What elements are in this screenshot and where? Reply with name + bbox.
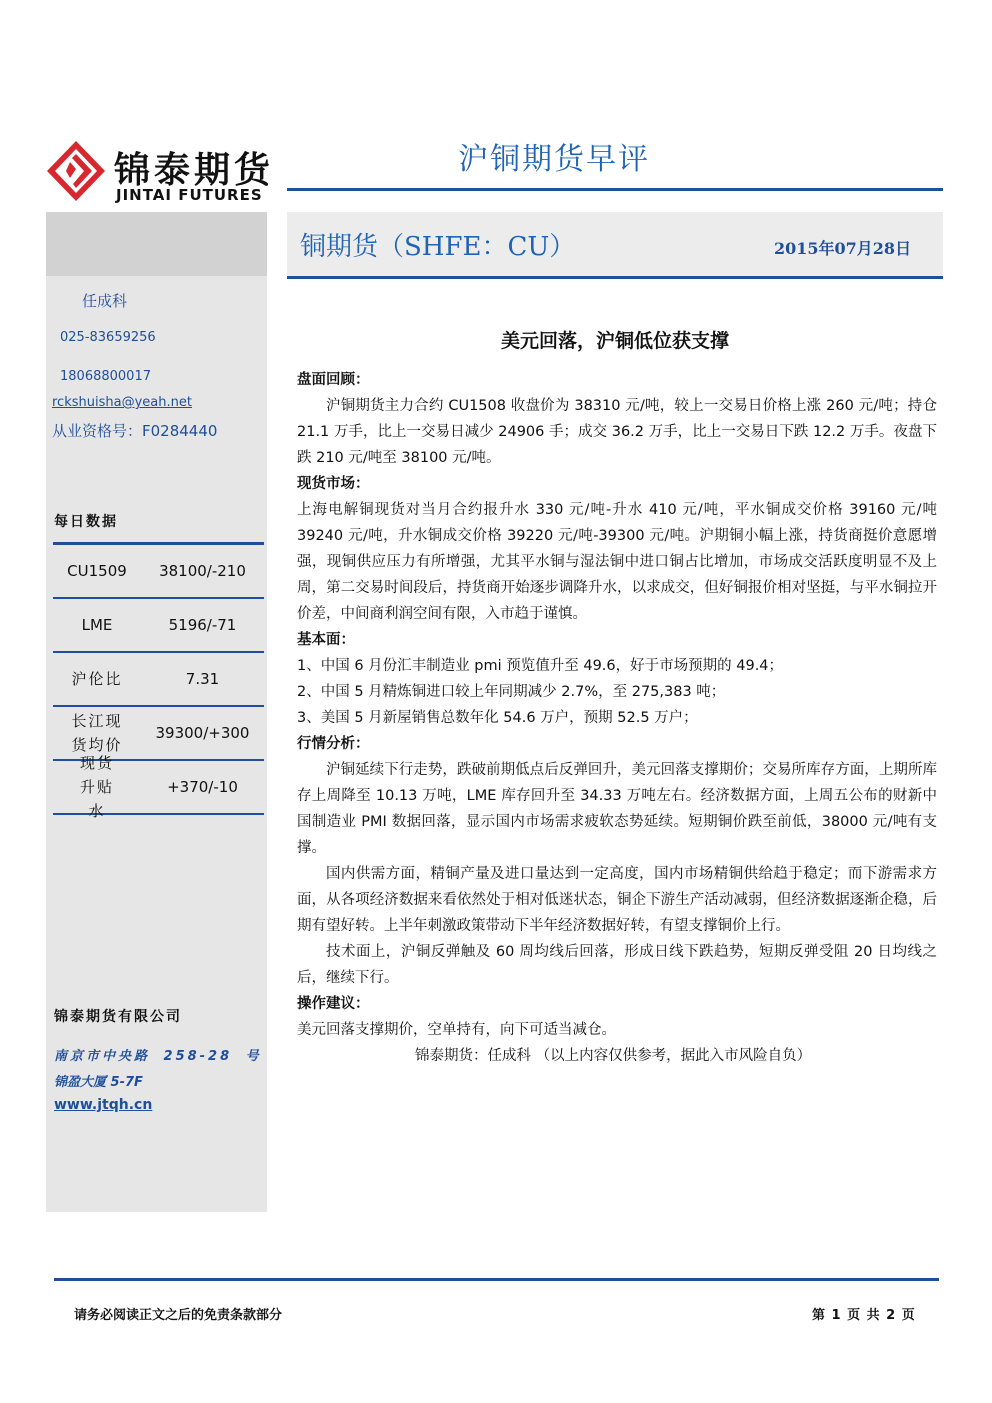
table-row [53, 597, 264, 651]
product-name: 铜期货（SHFE：CU） [300, 232, 576, 262]
review-paragraph: 沪铜期货主力合约 CU1508 收盘价为 38310 元/吨，较上一交易日价格上涨 260 元/吨；持仓 21.1 万手，比上一交易日减少 24906 手；成交 36.2 万手，比上一交易日下跌 12.2 万手。夜盘下跌 210 元/吨至 38100 元/吨。 [297, 398, 937, 466]
data-value: 38100/-210 [159, 562, 246, 580]
data-value: +370/-10 [167, 778, 238, 796]
data-value: 5196/-71 [168, 616, 237, 634]
analyst-license: 从业资格号：F0284440 [52, 422, 218, 440]
table-row [53, 542, 264, 597]
data-key: 长江现货均价 [71, 712, 123, 754]
jintai-logo-icon [46, 140, 106, 202]
analyst-email-link[interactable]: rckshuisha@yeah.net [52, 395, 192, 410]
advice-paragraph: 美元回落支撑期价，空单持有，向下可适当减仓。 [297, 1022, 616, 1038]
spot-paragraph: 上海电解铜现货对当月合约报升水 330 元/吨-升水 410 元/吨，平水铜成交价格 39160 元/吨 39240 元/吨，升水铜成交价格 39220 元/吨-39300 元/吨。沪期铜小幅上涨，持货商挺价意愿增强，现铜供应压力有所增强，尤其平水铜与湿法铜中进口铜占比增加，市场成交活跃度明显不及上周，第二交易时间段后，持货商开始逐步调降升水，以求成交，但好铜报价相对坚挺，与平水铜拉开价差，中间商利润空间有限，入市趋于谨慎。 [297, 502, 937, 622]
fundamental-item: 2、中国 5 月精炼铜进口较上年同期减少 2.7%，至 275,383 吨； [297, 684, 726, 700]
company-website-link[interactable]: www.jtqh.cn [54, 1097, 153, 1113]
logo-name-en: JINTAI FUTURES [116, 186, 263, 204]
data-value: 39300/+300 [155, 724, 250, 742]
daily-data-heading: 每日数据 [54, 514, 118, 530]
section-title-advice: 操作建议： [297, 996, 370, 1012]
logo-name-cn: 锦泰期货 [114, 149, 275, 191]
section-title-analysis: 行情分析： [297, 736, 370, 752]
section-title-review: 盘面回顾： [297, 372, 370, 388]
report-headline: 美元回落，沪铜低位获支撑 [500, 330, 729, 352]
footer-divider [54, 1278, 939, 1281]
fundamental-item: 1、中国 6 月份汇丰制造业 pmi 预览值升至 49.6，好于市场预期的 49.4； [297, 658, 784, 674]
report-title: 沪铜期货早评 [458, 142, 650, 177]
signature-line: 锦泰期货：任成科 （以上内容仅供参考，据此入市风险自负） [415, 1048, 812, 1064]
analyst-phone-mobile: 18068800017 [60, 369, 151, 384]
data-key: LME [81, 616, 113, 634]
page-number: 第 1 页 共 2 页 [812, 1308, 916, 1323]
data-key: 沪伦比 [71, 670, 123, 688]
daily-data-table [53, 542, 264, 820]
table-row [53, 651, 264, 705]
report-date: 2015年07月28日 [774, 239, 912, 258]
analyst-name: 任成科 [82, 292, 128, 310]
company-logo [46, 140, 276, 210]
product-header-divider [287, 276, 943, 279]
fundamental-item: 3、美国 5 月新屋销售总数年化 54.6 万户，预期 52.5 万户； [297, 710, 698, 726]
analysis-paragraph: 沪铜延续下行走势，跌破前期低点后反弹回升，美元回落支撑期价；交易所库存方面，上期所库存上周降至 10.13 万吨，LME 库存回升至 34.33 万吨左右。经济数据方面，上周五公布的财新中国制造业 PMI 数据回落，显示国内市场需求疲软态势延续。短期铜价跌至前低，38000 元/吨有支撑。 [297, 762, 937, 856]
company-address-line1: 南京市中央路 258-28 号 [54, 1049, 262, 1064]
footer-disclaimer: 请务必阅读正文之后的免责条款部分 [74, 1308, 283, 1323]
data-key: CU1509 [67, 562, 127, 580]
company-name: 锦泰期货有限公司 [54, 1009, 182, 1025]
title-divider [287, 188, 943, 191]
data-key: 现货升贴水 [79, 754, 114, 820]
data-value: 7.31 [185, 670, 220, 688]
table-row [53, 754, 264, 820]
sidebar-header-block [46, 212, 267, 276]
analyst-phone-office: 025-83659256 [60, 330, 156, 345]
company-address-line2: 锦盈大厦 5-7F [54, 1075, 143, 1090]
analysis-paragraph: 技术面上，沪铜反弹触及 60 周均线后回落，形成日线下跌趋势，短期反弹受阻 20 日均线之后，继续下行。 [297, 944, 937, 986]
analysis-paragraph: 国内供需方面，精铜产量及进口量达到一定高度，国内市场精铜供给趋于稳定；而下游需求方面，从各项经济数据来看依然处于相对低迷状态，铜企下游生产活动减弱，但经济数据逐渐企稳，后期有望好转。上半年刺激政策带动下半年经济数据好转，有望支撑铜价上行。 [297, 866, 937, 934]
report-body [297, 367, 937, 1069]
section-title-spot: 现货市场： [297, 476, 370, 492]
section-title-fundamentals: 基本面： [297, 632, 355, 648]
